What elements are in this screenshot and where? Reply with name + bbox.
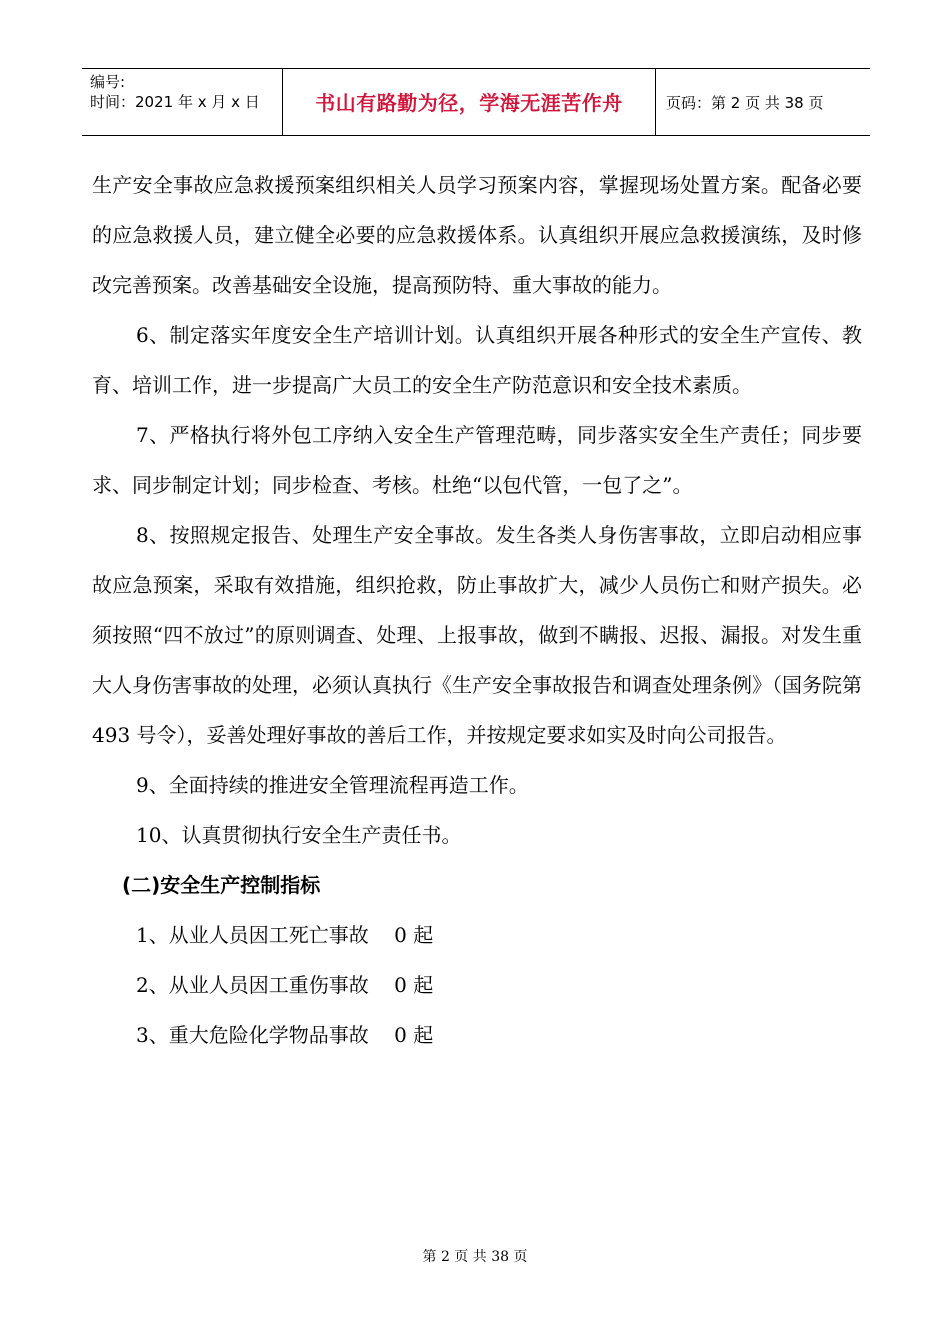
paragraph-item-6: 6、制定落实年度安全生产培训计划。认真组织开展各种形式的安全生产宣传、教育、培训工作，进一步提高广大员工的安全生产防范意识和安全技术素质。 <box>92 323 862 397</box>
document-number-label: 编号: <box>90 73 126 91</box>
paragraph-item-8: 8、按照规定报告、处理生产安全事故。发生各类人身伤害事故，立即启动相应事故应急预案，采取有效措施，组织抢救，防止事故扩大，减少人员伤亡和财产损失。必须按照“四不放过”的原则调查、处理、上报事故，做到不瞒报、迟报、漏报。对发生重大人身伤害事故的处理，必须认真执行《生产安全事故报告和调查处理条例》（国务院第 493 号令），妥善处理好事故的善后工作，并按规定要求如实及时向公司报告。 <box>92 523 862 747</box>
paragraph-continuation: 生产安全事故应急救援预案组织相关人员学习预案内容，掌握现场处置方案。配备必要的应急救援人员，建立健全必要的应急救援体系。认真组织开展应急救援演练，及时修改完善预案。改善基础安全设施，提高预防特、重大事故的能力。 <box>92 173 862 297</box>
control-indicator-2: 2、从业人员因工重伤事故 0 起 <box>136 973 434 997</box>
paragraph-item-10: 10、认真贯彻执行安全生产责任书。 <box>136 823 462 847</box>
header-motto-cell <box>282 69 656 135</box>
header-motto: 书山有路勤为径，学海无涯苦作舟 <box>315 91 623 115</box>
header-page-label: 页码：第 2 页 共 38 页 <box>666 94 824 112</box>
document-header <box>82 68 870 136</box>
header-page-cell <box>656 69 870 135</box>
header-left-cell <box>82 69 282 135</box>
control-indicator-3: 3、重大危险化学物品事故 0 起 <box>136 1023 434 1047</box>
page-footer: 第 2 页 共 38 页 <box>422 1249 528 1265</box>
section-heading: (二)安全生产控制指标 <box>122 873 321 897</box>
control-indicator-1: 1、从业人员因工死亡事故 0 起 <box>136 923 434 947</box>
paragraph-item-7: 7、严格执行将外包工序纳入安全生产管理范畴，同步落实安全生产责任；同步要求、同步制定计划；同步检查、考核。杜绝“以包代管，一包了之”。 <box>92 423 862 497</box>
document-body <box>92 160 862 1060</box>
document-date-label: 时间：2021 年 x 月 x 日 <box>90 93 260 111</box>
paragraph-item-9: 9、全面持续的推进安全管理流程再造工作。 <box>136 773 529 797</box>
